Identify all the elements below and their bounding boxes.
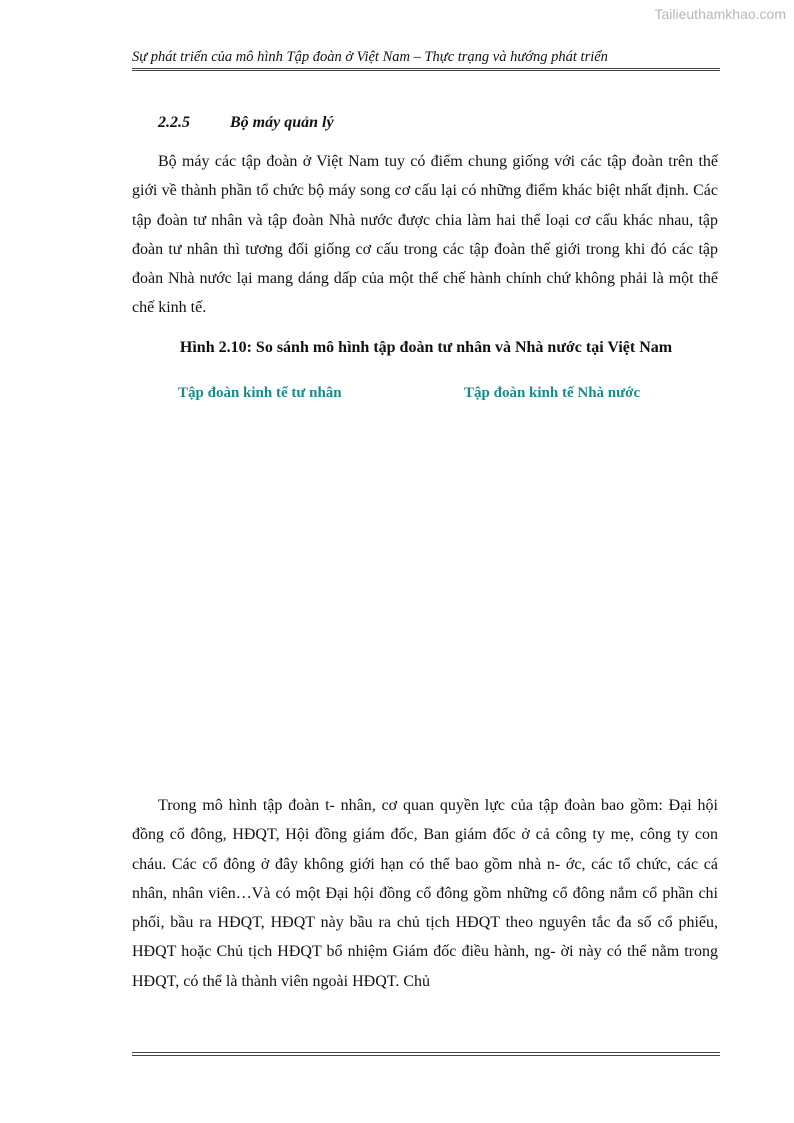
figure-column-title-private: Tập đoàn kinh tế tư nhân bbox=[178, 385, 342, 401]
figure-column-title-state: Tập đoàn kinh tế Nhà nước bbox=[464, 385, 641, 401]
watermark: Tailieuthamkhao.com bbox=[654, 6, 786, 22]
section-number: 2.2.5 bbox=[158, 114, 190, 131]
body-paragraph: Bộ máy các tập đoàn ở Việt Nam tuy có điểm chung giống với các tập đoàn trên thế giới về thành phần tổ chức bộ máy song cơ cấu lại có những điểm khác biệt nhất định. Các tập đoàn tư nhân và tập đoàn Nhà nước được chia làm hai thể loại cơ cấu khác nhau, tập đoàn tư nhân thì tương đối giống cơ cấu trong các tập đoàn thế giới trong khi đó các tập đoàn Nhà nước lại mang dáng dấp của một thể chế hành chính chứ không phải là một thể chế kinh tế. bbox=[132, 153, 718, 317]
footer-rule bbox=[132, 1052, 720, 1056]
running-header: Sự phát triển của mô hình Tập đoàn ở Việt Nam – Thực trạng và hướng phát triển bbox=[132, 49, 608, 65]
figure-caption: Hình 2.10: So sánh mô hình tập đoàn tư nhân và Nhà nước tại Việt Nam bbox=[179, 339, 673, 356]
section-heading bbox=[158, 114, 334, 132]
header-rule bbox=[132, 68, 720, 71]
section-title: Bộ máy quản lý bbox=[230, 114, 334, 131]
body-paragraph: Trong mô hình tập đoàn t- nhân, cơ quan quyền lực của tập đoàn bao gồm: Đại hội đồng cổ đông, HĐQT, Hội đồng giám đốc, Ban giám đốc ở cả công ty mẹ, công ty con cháu. Các cổ đông ở đây không giới hạn có thể bao gồm nhà n- ớc, các tổ chức, các cá nhân, nhân viên…Và có một Đại hội đồng cổ đông gồm những cổ đông nắm cổ phần chi phối, bầu ra HĐQT, HĐQT này bầu ra chủ tịch HĐQT theo nguyên tắc đa số cổ phiếu, HĐQT hoặc Chủ tịch HĐQT bổ nhiệm Giám đốc điều hành, ng- ời này có thể nằm trong HĐQT, có thể là thành viên ngoài HĐQT. Chủ bbox=[132, 797, 718, 990]
figure-blank-area bbox=[132, 410, 720, 770]
